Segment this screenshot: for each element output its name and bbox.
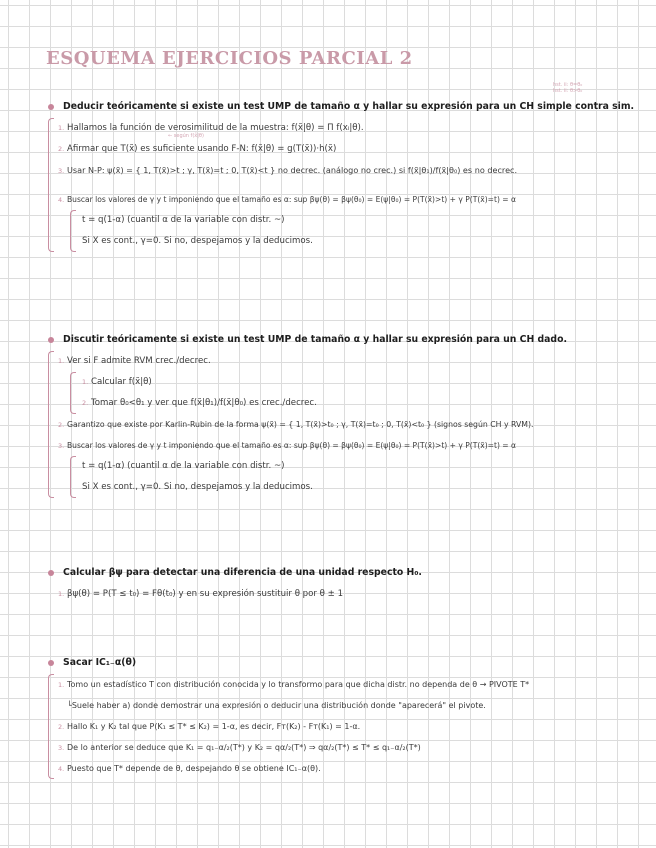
section-beta <box>46 567 648 605</box>
item-text: Buscar los valores de γ y t imponiendo que el tamaño es α: sup βψ(θ) = βψ(θ₀) = E(ψ|θ₀) = P(T(x̃)>t) + γ P(T(x̃)=t) = α <box>67 441 516 450</box>
section-heading-row <box>46 567 648 578</box>
page-title: ESQUEMA EJERCICIOS PARCIAL 2 <box>46 48 413 69</box>
corner-annotation-line: hst. ii: θ>θ₀ <box>553 88 583 94</box>
item-text: Ver si F admite RVM crec./decrec. <box>67 356 211 366</box>
list-item <box>58 160 648 181</box>
sub-item: t = q(1-α) (cuantil α de la variable con distr. ~) <box>82 215 285 225</box>
section-ump-dado <box>46 334 648 498</box>
item-list <box>46 351 648 498</box>
item-number: 1. <box>58 590 65 598</box>
sub-list <box>70 456 648 498</box>
list-item <box>58 351 648 372</box>
corner-annotation <box>553 82 582 94</box>
margin-note: ← según f(x̃|θ) <box>168 133 204 139</box>
bullet-icon <box>48 660 54 666</box>
section-heading: Sacar IC₁₋α(θ) <box>63 657 137 668</box>
section-heading-row <box>46 334 648 345</box>
item-number: 3. <box>58 442 65 450</box>
item-text: Tomo un estadístico T con distribución conocida y lo transformo para que dicha distr. no dependa de θ → PIVOTE T* <box>67 680 530 689</box>
item-list <box>46 584 648 605</box>
section-ump-simple <box>46 101 648 252</box>
item-text: Tomar θ₀<θ₁ y ver que f(x̃|θ₁)/f(x̃|θ₀) es crec./decrec. <box>91 398 317 408</box>
bullet-icon <box>48 104 54 110</box>
brace-icon <box>48 351 54 498</box>
section-heading-row <box>46 101 648 112</box>
brace-icon <box>70 456 76 498</box>
brace-icon <box>70 372 76 414</box>
corner-annotation-line: hst. ii: θ=θ₀ <box>553 82 583 88</box>
brace-icon <box>48 674 54 779</box>
item-list <box>46 674 648 779</box>
item-number: 3. <box>58 744 65 752</box>
list-item <box>58 133 648 160</box>
list-item <box>58 674 648 695</box>
brace-icon <box>48 118 54 252</box>
list-item <box>58 189 648 210</box>
section-heading: Deducir teóricamente si existe un test UMP de tamaño α y hallar su expresión para un CH simple contra sim. <box>63 101 635 112</box>
item-number: 1. <box>82 378 89 386</box>
section-heading: Discutir teóricamente si existe un test UMP de tamaño α y hallar su expresión para un CH dado. <box>63 334 568 345</box>
sub-list <box>70 210 648 252</box>
list-item <box>58 716 648 737</box>
item-text: └Suele haber a) donde demostrar una expresión o deducir una distribución donde "aparecerá" el pivote. <box>67 701 486 710</box>
list-item <box>58 584 648 605</box>
sub-list <box>70 372 648 414</box>
item-number: 1. <box>58 124 65 132</box>
bullet-icon <box>48 570 54 576</box>
section-ic <box>46 657 648 779</box>
item-list <box>46 118 648 252</box>
section-heading-row <box>46 657 648 668</box>
bullet-icon <box>48 337 54 343</box>
sub-item <box>82 393 648 414</box>
item-number: 4. <box>58 196 65 204</box>
sub-item: Si X es cont., γ=0. Si no, despejamos y la deducimos. <box>82 236 313 246</box>
list-item <box>58 695 648 716</box>
item-text: Buscar los valores de γ y t imponiendo que el tamaño es α: sup βψ(θ) = βψ(θ₀) = E(ψ|θ₀) = P(T(x̃)>t) + γ P(T(x̃)=t) = α <box>67 195 516 204</box>
list-item <box>58 414 648 435</box>
item-number: 2. <box>82 399 89 407</box>
item-number: 4. <box>58 765 65 773</box>
item-text: Hallamos la función de verosimilitud de la muestra: f(x̃|θ) = Π f(xᵢ|θ). <box>67 123 364 133</box>
sub-item: Si X es cont., γ=0. Si no, despejamos y la deducimos. <box>82 482 313 492</box>
item-number: 2. <box>58 421 65 429</box>
list-item <box>58 737 648 758</box>
item-number: 1. <box>58 681 65 689</box>
item-number: 3. <box>58 167 65 175</box>
brace-icon <box>70 210 76 252</box>
item-text: Hallo K₁ y K₂ tal que P(K₁ ≤ T* ≤ K₂) = 1-α, es decir, Fᴛ(K₂) - Fᴛ(K₁) = 1-α. <box>67 722 361 731</box>
section-heading: Calcular βψ para detectar una diferencia de una unidad respecto H₀. <box>63 567 422 578</box>
item-text: βψ(θ) = P(T ≤ t₀) = Fθ(t₀) y en su expresión sustituir θ por θ ± 1 <box>67 589 344 599</box>
item-text: Garantizo que existe por Karlin-Rubin de la forma ψ(x̃) = { 1, T(x̃)>t₀ ; γ, T(x̃)=t₀ ; 0, T(x̃)<t₀ } (signos según CH y RVM). <box>67 420 534 429</box>
item-number: 1. <box>58 357 65 365</box>
list-item <box>58 435 648 456</box>
item-text: Puesto que T* depende de θ, despejando θ se obtiene IC₁₋α(θ). <box>67 764 321 773</box>
item-text: De lo anterior se deduce que K₁ = q₁₋α/₂(T*) y K₂ = qα/₂(T*) ⇒ qα/₂(T*) ≤ T* ≤ q₁₋α/₂(T*) <box>67 743 421 752</box>
sub-item: t = q(1-α) (cuantil α de la variable con distr. ~) <box>82 461 285 471</box>
item-text: Afirmar que T(x̃) es suficiente usando F-N: f(x̃|θ) = g(T(x̃))·h(x̃) <box>67 144 337 154</box>
item-text: Calcular f(x̃|θ) <box>91 377 152 387</box>
item-number: 2. <box>58 145 65 153</box>
list-item <box>58 118 648 139</box>
sub-item <box>82 372 648 393</box>
list-item <box>58 758 648 779</box>
item-number: 2. <box>58 723 65 731</box>
item-text: Usar N-P: ψ(x̃) = { 1, T(x̃)>t ; γ, T(x̃)=t ; 0, T(x̃)<t } no decrec. (análogo no crec.) si f(x̃|θ₁)/f(x̃|θ₀) es no decrec. <box>67 165 518 175</box>
